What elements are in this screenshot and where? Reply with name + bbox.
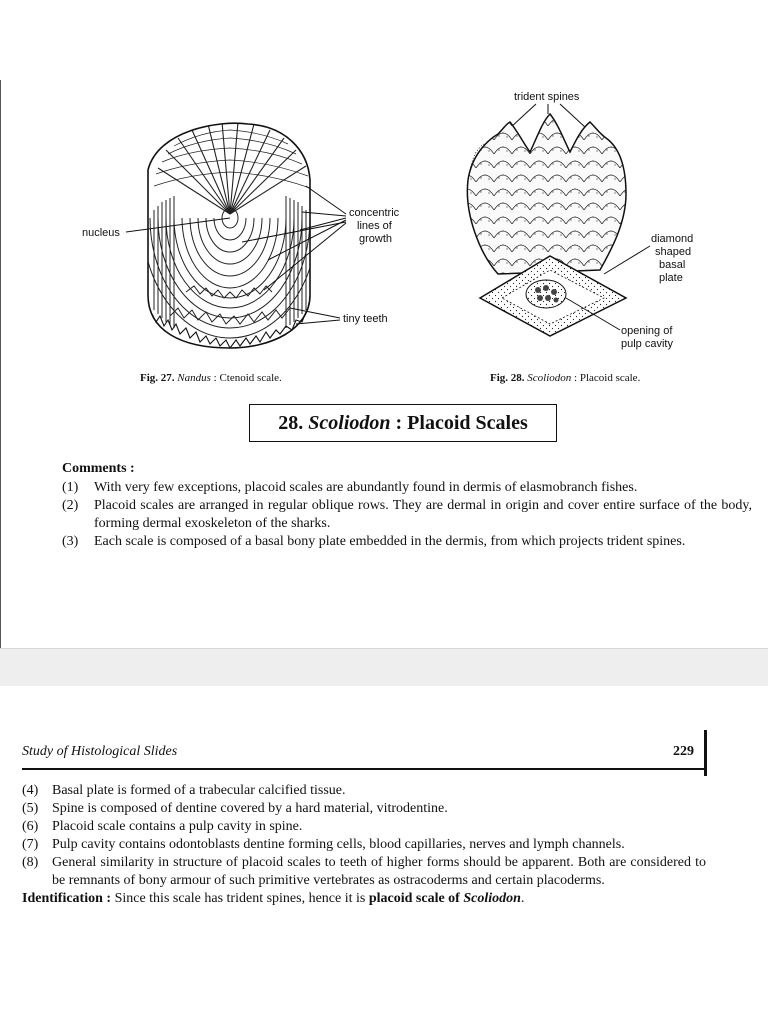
list-item-text: Spine is composed of dentine covered by a hard material, vitrodentine.	[52, 801, 448, 816]
page-number: 229	[673, 744, 694, 759]
list-item	[62, 533, 752, 551]
list-item-number: (7)	[22, 837, 39, 852]
header-vertical-rule	[704, 730, 707, 776]
label-concentric-line3: growth	[359, 233, 393, 245]
fig28-caption	[490, 372, 640, 384]
list-item-text: With very few exceptions, placoid scales are abundantly found in dermis of elasmobranch fishes.	[94, 480, 638, 495]
running-head	[22, 740, 694, 766]
label-trident-spines: trident spines	[514, 91, 580, 103]
fig28-caption-rest: : Placoid scale.	[574, 372, 641, 384]
label-concentric-line2: lines of	[357, 220, 392, 232]
list-item	[22, 854, 706, 890]
list-item-text: Pulp cavity contains odontoblasts dentine forming cells, blood capillaries, nerves and lymph channels.	[52, 837, 625, 852]
fig27-caption-rest: : Ctenoid scale.	[213, 372, 282, 384]
identification-line	[22, 890, 706, 908]
list-item-text: Basal plate is formed of a trabecular calcified tissue.	[52, 783, 346, 798]
label-diamond-line1: diamond	[651, 233, 694, 245]
list-item-number: (4)	[22, 783, 39, 798]
list-item-number: (5)	[22, 801, 39, 816]
label-nucleus: nucleus	[82, 227, 120, 239]
fig28-caption-genus: Scoliodon	[527, 372, 572, 384]
header-rule	[22, 768, 704, 770]
comments-heading: Comments :	[62, 461, 135, 476]
list-item-text: General similarity in structure of placoid scales to teeth of higher forms should be apparent. Both are considered to be remnants of bony armour of such primitive vertebrates as ostracoderms and certain placoderms.	[52, 855, 706, 888]
figure-28-placoid-scale	[440, 84, 740, 364]
figure-27-ctenoid-scale	[70, 110, 430, 360]
comments-block	[62, 460, 752, 551]
list-item	[22, 836, 706, 854]
fig27-caption-genus: Nandus	[177, 372, 211, 384]
section-title-genus: Scoliodon	[308, 411, 391, 434]
list-item	[22, 818, 706, 836]
list-item-number: (2)	[62, 498, 79, 513]
section-title-number: 28.	[278, 411, 304, 434]
label-opening-line2: pulp cavity	[621, 338, 673, 350]
section-title-rest: : Placoid Scales	[395, 411, 528, 434]
running-head-title: Study of Histological Slides	[22, 744, 178, 759]
label-diamond-line2: shaped	[655, 246, 692, 258]
section-title	[249, 404, 557, 442]
fig28-caption-prefix: Fig. 28.	[490, 372, 525, 384]
list-item-number: (1)	[62, 480, 79, 495]
identification-text: Since this scale has trident spines, hence it is	[114, 891, 366, 906]
label-concentric-line1: concentric	[349, 207, 400, 219]
identification-label: Identification :	[22, 891, 112, 906]
list-item	[22, 782, 706, 800]
list-item-number: (8)	[22, 855, 39, 870]
list-item-number: (6)	[22, 819, 39, 834]
list-item	[22, 800, 706, 818]
fig27-caption-prefix: Fig. 27.	[140, 372, 175, 384]
list-item-text: Placoid scale contains a pulp cavity in spine.	[52, 819, 303, 834]
identification-answer: placoid scale of	[368, 891, 460, 906]
page2-list	[22, 782, 706, 908]
viewer-top-margin	[0, 0, 768, 80]
identification-genus: Scoliodon	[463, 891, 521, 906]
page-separator	[0, 648, 768, 688]
label-diamond-line3: basal	[659, 259, 686, 271]
list-item-number: (3)	[62, 534, 79, 549]
identification-end: .	[520, 891, 525, 906]
label-tiny-teeth: tiny teeth	[343, 313, 388, 325]
list-item-text: Each scale is composed of a basal bony plate embedded in the dermis, from which projects trident spines.	[94, 534, 686, 549]
label-opening-line1: opening of	[621, 325, 673, 337]
list-item	[62, 497, 752, 533]
fig27-caption	[140, 372, 282, 384]
list-item-text: Placoid scales are arranged in regular oblique rows. They are dermal in origin and cover entire surface of the body, forming dermal exoskeleton of the sharks.	[94, 498, 752, 531]
label-diamond-line4: plate	[659, 272, 683, 284]
list-item	[62, 479, 752, 497]
